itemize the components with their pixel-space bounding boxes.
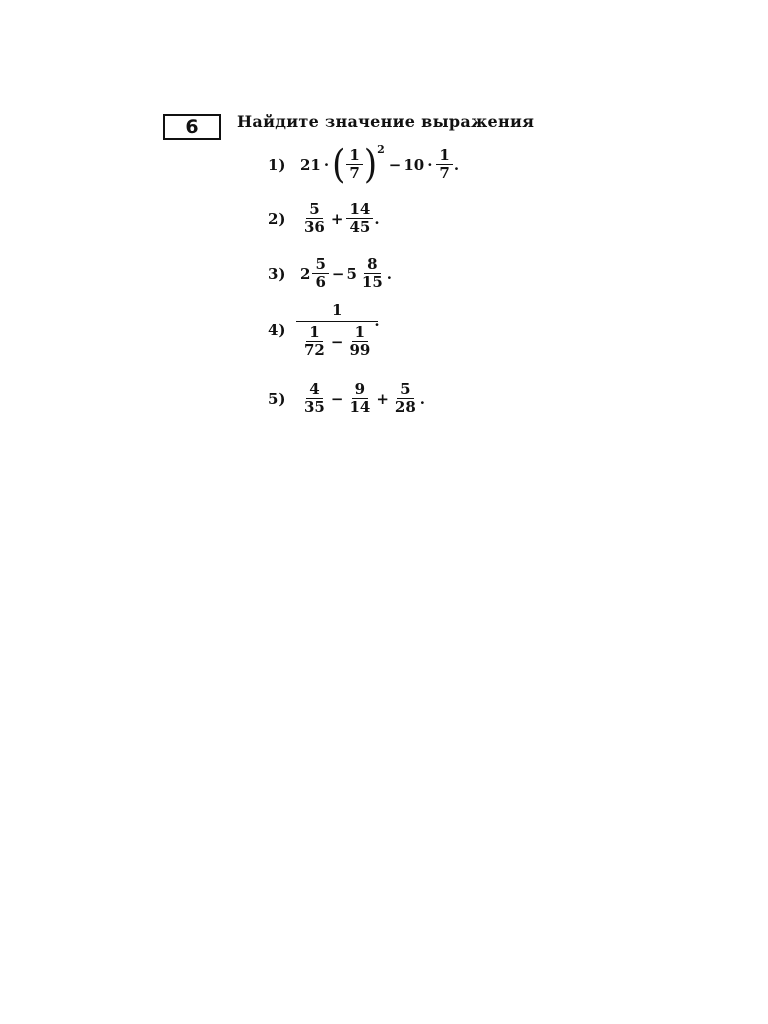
minus-sign: − (330, 332, 344, 351)
exponent: 2 (377, 143, 385, 156)
numerator: 8 (364, 256, 380, 274)
task-number-box: 6 (163, 114, 221, 140)
plus-sign: + (330, 209, 344, 228)
fraction (346, 201, 373, 236)
task-title: Найдите значение выражения (237, 112, 535, 131)
item-label: 1) (268, 155, 286, 174)
whole-part: 5 (346, 264, 357, 283)
multiply-dot: · (427, 155, 433, 174)
expression-2 (268, 201, 380, 236)
numerator: 1 (306, 324, 322, 342)
complex-numerator: 1 (296, 301, 378, 322)
item-label: 4) (268, 321, 286, 339)
numerator: 4 (306, 381, 322, 399)
fraction (301, 324, 328, 359)
whole-part: 2 (300, 264, 311, 283)
expression-1 (268, 141, 460, 188)
denominator: 99 (349, 341, 371, 359)
minus-sign: − (331, 264, 345, 283)
period: . (453, 155, 460, 174)
denominator: 35 (304, 398, 325, 416)
numerator: 1 (352, 324, 368, 342)
denominator: 14 (349, 398, 371, 416)
multiply-dot: · (323, 155, 330, 174)
complex-denominator (300, 322, 374, 359)
plus-sign: + (376, 389, 389, 408)
period: . (374, 209, 380, 228)
expression-4 (268, 301, 380, 359)
fraction (301, 201, 328, 236)
numerator: 5 (397, 381, 413, 399)
numerator: 5 (312, 256, 328, 274)
denominator: 15 (361, 273, 383, 291)
numerator: 1 (436, 147, 452, 165)
fraction (346, 147, 362, 182)
complex-fraction (300, 301, 374, 359)
denominator: 72 (304, 341, 325, 359)
numerator: 1 (346, 147, 362, 165)
expression-5 (268, 381, 425, 416)
denominator: 36 (304, 218, 325, 236)
fraction (392, 381, 419, 416)
fraction (436, 147, 452, 182)
fraction (346, 381, 373, 416)
denominator: 28 (394, 398, 416, 416)
coefficient: 21 (300, 155, 321, 174)
item-label: 2) (268, 209, 286, 228)
expression-3 (268, 256, 392, 291)
fraction (312, 256, 328, 291)
denominator: 7 (349, 164, 360, 182)
numerator: 9 (352, 381, 368, 399)
numerator: 5 (306, 201, 322, 219)
minus-sign: − (388, 155, 402, 174)
coefficient: 10 (403, 155, 425, 174)
minus-sign: − (330, 389, 344, 408)
item-label: 5) (268, 389, 286, 408)
denominator: 45 (349, 218, 371, 236)
item-label: 3) (268, 264, 286, 283)
period: . (419, 389, 426, 408)
numerator: 14 (346, 201, 373, 219)
fraction (359, 256, 386, 291)
period: . (386, 264, 392, 283)
denominator: 6 (315, 273, 326, 291)
denominator: 7 (439, 164, 450, 182)
period: . (374, 312, 380, 330)
fraction (346, 324, 373, 359)
fraction (301, 381, 328, 416)
left-paren: ( (332, 141, 346, 188)
right-paren: ) (363, 141, 378, 188)
